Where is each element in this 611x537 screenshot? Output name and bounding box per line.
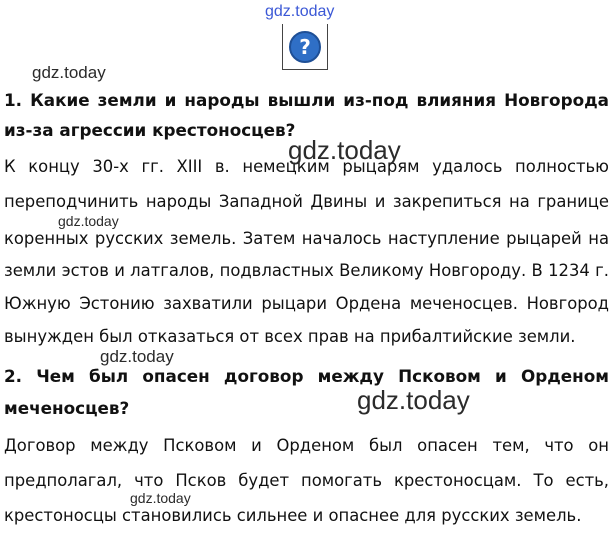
watermark-large-2: gdz.today	[357, 385, 470, 415]
answer-1-line-1: К концу 30-х гг. XIII в. немецким рыцарям удалось полностью	[4, 157, 609, 176]
watermark-small-3: gdz.today	[100, 347, 174, 366]
watermark-small-1: gdz.today	[32, 63, 106, 82]
watermark-top: gdz.today	[265, 3, 335, 20]
watermark-small-4: gdz.today	[130, 490, 191, 506]
answer-1-line-6: вынужден был отказаться от всех прав на прибалтийские земли.	[4, 327, 576, 346]
answer-1-line-4: земли эстов и латгалов, подвластных Великому Новгороду. В 1234 г.	[4, 261, 609, 280]
question-2-line-2: меченосцев?	[4, 398, 130, 418]
answer-2-line-3: крестоносцы становились сильнее и опаснее для русских земель.	[4, 506, 582, 525]
answer-1-line-2: переподчинить народы Западной Двины и закрепиться на границе	[4, 192, 609, 211]
question-icon: ?	[289, 31, 321, 63]
answer-2-line-1: Договор между Псковом и Орденом был опасен тем, что он	[4, 436, 609, 455]
question-1-line-2: из-за агрессии крестоносцев?	[4, 120, 296, 140]
answer-1-line-5: Южную Эстонию захватили рыцари Ордена меченосцев. Новгород	[4, 294, 609, 313]
watermark-small-2: gdz.today	[58, 213, 119, 229]
watermark-large-1: gdz.today	[288, 135, 401, 165]
answer-2-line-2: предполагал, что Псков будет помогать крестоносцам. То есть,	[4, 471, 609, 490]
answer-1-line-3: коренных русских земель. Затем началось наступление рыцарей на	[4, 229, 609, 248]
question-2-line-1: 2. Чем был опасен договор между Псковом и Орденом	[4, 366, 609, 386]
question-1-line-1: 1. Какие земли и народы вышли из-под влияния Новгорода	[4, 90, 609, 110]
